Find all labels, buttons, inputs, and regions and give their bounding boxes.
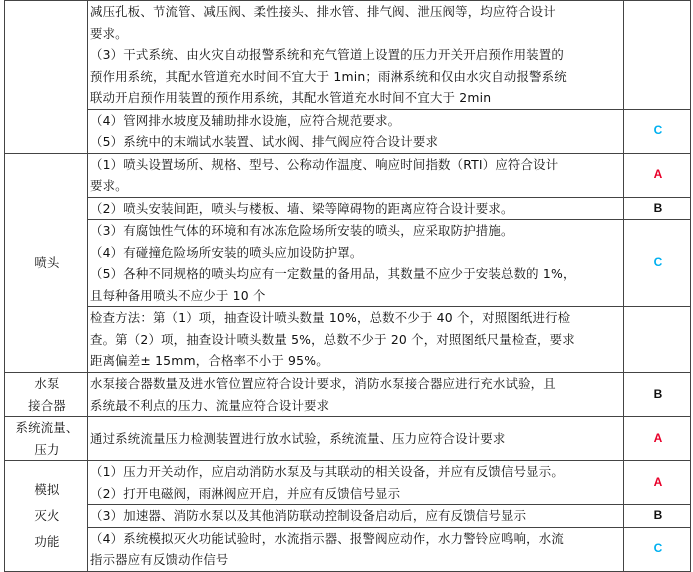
category-line: 功能 (34, 533, 60, 549)
grade-badge: A (624, 461, 691, 505)
category-label (5, 461, 88, 572)
requirement-line: 通过系统流量压力检测装置进行放水试验，系统流量、压力应符合设计要求 (90, 430, 506, 446)
check-method-cell (88, 307, 624, 373)
table-row (5, 1, 691, 110)
requirement-cell (88, 373, 624, 417)
requirement-line: 要求。 (90, 178, 128, 193)
requirement-cell (88, 505, 624, 528)
check-method-line: 检查方法：第（1）项，抽查设计喷头数量 10%，总数不少于 40 个，对照图纸进行检 (90, 310, 571, 326)
category-label: 喷头 (5, 153, 88, 373)
requirement-line: 联动开启预作用装置的预作用系统，其配水管道充水时间不宜大于 2min (90, 90, 492, 105)
requirement-cell (88, 461, 624, 505)
grade-badge: C (624, 527, 691, 571)
requirement-line: 减压孔板、节流管、减压阀、柔性接头、排水管、排气阀、泄压阀等，均应符合设计 (90, 4, 556, 19)
requirement-line: 预作用系统，其配水管道充水时间不宜大于 1min；雨淋系统和仅由水灾自动报警系统 (90, 68, 567, 84)
category-line: 模拟 (34, 481, 60, 497)
requirement-cell (88, 527, 624, 571)
grade-badge: A (624, 153, 691, 197)
requirement-line: 系统最不利点的压力、流量应符合设计要求 (90, 397, 330, 413)
requirement-cell (88, 153, 624, 197)
requirement-cell (88, 109, 624, 153)
table-row (5, 153, 691, 197)
grade-badge: B (624, 197, 691, 220)
check-method-line: 距离偏差± 15mm，合格率不小于 95%。 (90, 353, 329, 369)
grade-badge: B (624, 373, 691, 417)
requirement-cell (88, 220, 624, 307)
category-line: 灭火 (34, 507, 60, 523)
table-row (5, 220, 691, 307)
check-method-line: 查。第（2）项，抽查设计喷头数量 5%，总数不少于 20 个，对照图纸尺量检查，要求 (90, 331, 575, 347)
category-line: 系统流量、 (15, 420, 79, 435)
category-line: 接合器 (28, 397, 66, 413)
requirement-line: （5）各种不同规格的喷头均应有一定数量的备用品，其数量不应少于安装总数的 1%， (90, 266, 576, 281)
table-row (5, 109, 691, 153)
grade-badge: C (624, 109, 691, 153)
requirement-line: （5）系统中的末端试水装置、试水阀、排气阀应符合设计要求 (90, 134, 439, 149)
grade-badge: A (624, 417, 691, 461)
category-line: 压力 (34, 441, 60, 457)
category-label (5, 373, 88, 417)
grade-badge: B (624, 505, 691, 528)
requirement-line: （3）加速器、消防水泵以及其他消防联动控制设备启动后，应有反馈信号显示 (90, 508, 527, 523)
category-label (5, 417, 88, 461)
requirement-cell (88, 417, 624, 461)
requirement-line: 且每种备用喷头不应少于 10 个 (90, 287, 266, 303)
table-row (5, 307, 691, 373)
requirement-line: （4）系统模拟灭火功能试验时，水流指示器、报警阀应动作，水力警铃应鸣响，水流 (90, 530, 564, 546)
table-row (5, 197, 691, 220)
requirement-line: （3）有腐蚀性气体的环境和有冰冻危险场所安装的喷头，应采取防护措施。 (90, 223, 514, 238)
requirement-cell (88, 1, 624, 110)
grade-cell-empty (624, 1, 691, 110)
requirement-line: （4）管网排水坡度及辅助排水设施，应符合规范要求。 (90, 112, 401, 128)
category-cell-empty (5, 1, 88, 154)
requirement-line: （3）干式系统、由火灾自动报警系统和充气管道上设置的压力开关开启预作用装置的 (90, 47, 564, 62)
table-row (5, 417, 691, 461)
requirement-line: （4）有碰撞危险场所安装的喷头应加设防护罩。 (90, 244, 363, 260)
requirement-line: （1）压力开关动作，应启动消防水泵及与其联动的相关设备，并应有反馈信号显示。 (90, 464, 564, 479)
requirement-line: 指示器应有反馈动作信号 (90, 552, 229, 567)
inspection-table (4, 0, 691, 572)
requirement-line: （1）喷头设置场所、规格、型号、公称动作温度、响应时间指数（RTI）应符合设计 (90, 156, 559, 172)
requirement-line: （2）打开电磁阀，雨淋阀应开启，并应有反馈信号显示 (90, 485, 401, 501)
requirement-line: （2）喷头安装间距，喷头与楼板、墙、梁等障碍物的距离应符合设计要求。 (90, 200, 514, 216)
requirement-line: 要求。 (90, 25, 128, 41)
grade-badge: C (624, 220, 691, 307)
table-row (5, 461, 691, 505)
table-row (5, 373, 691, 417)
requirement-line: 水泵接合器数量及进水管位置应符合设计要求，消防水泵接合器应进行充水试验，且 (90, 376, 556, 391)
grade-cell-empty (624, 307, 691, 373)
table-row (5, 527, 691, 571)
requirement-cell (88, 197, 624, 220)
category-line: 水泵 (34, 376, 60, 391)
table-row (5, 505, 691, 528)
